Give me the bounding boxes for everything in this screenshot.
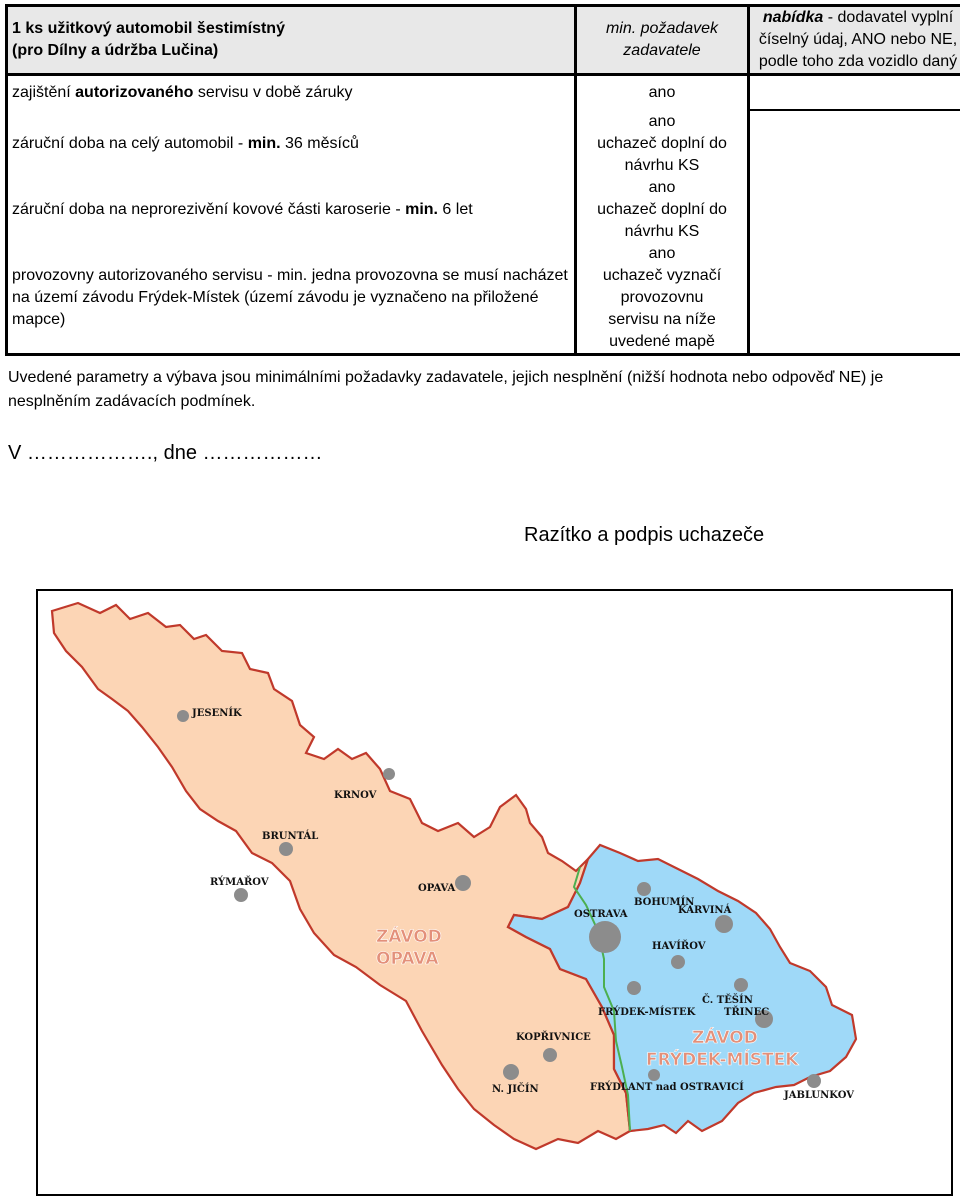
city-label-jablunkov: JABLUNKOV — [784, 1090, 855, 1101]
city-label-koprivnice: KOPŘIVNICE — [516, 1032, 591, 1043]
offer-input-cell[interactable] — [749, 75, 960, 111]
city-dot-bohumin — [637, 882, 651, 896]
city-label-trinec: TŘINEC — [724, 1007, 770, 1018]
city-label-ostrava: OSTRAVA — [574, 909, 628, 920]
min-requirement-header: min. požadavek zadavatele — [576, 6, 749, 75]
city-dot-ostrava — [589, 921, 621, 953]
city-label-krnov: KRNOV — [334, 790, 377, 801]
param-cell: provozovny autorizovaného servisu - min. jedna provozovna se musí nacházet na území závodu Frýdek-Místek (území závodu je vyznačeno na přiložené mapce) — [12, 267, 568, 328]
city-label-bohumin: BOHUMÍN — [634, 897, 695, 908]
title-line-1: 1 ks užitkový automobil šestimístný — [12, 20, 285, 37]
title-line-2: (pro Dílny a údržba Lučina) — [12, 42, 219, 59]
table-row — [7, 243, 960, 355]
city-dot-havirov — [671, 955, 685, 969]
city-dot-opava — [455, 875, 471, 891]
requirement-cell: ano — [576, 75, 749, 111]
svg-text:ZÁVOD: ZÁVOD — [692, 1028, 758, 1048]
table-row — [7, 110, 960, 177]
table-row — [7, 177, 960, 243]
city-dot-frydlant — [648, 1069, 660, 1081]
param-cell: zajištění autorizovaného servisu v době záruky — [12, 84, 353, 101]
city-dot-jesenik — [177, 710, 189, 722]
stamp-signature-label: Razítko a podpis uchazeče — [524, 524, 765, 546]
spec-table — [5, 4, 960, 356]
city-dot-jablunkov — [807, 1074, 821, 1088]
map-svg — [38, 591, 951, 1194]
city-dot-novy_jicin — [503, 1064, 519, 1080]
city-label-rymarov: RÝMAŘOV — [210, 877, 269, 888]
city-label-karvina: KARVINÁ — [678, 905, 732, 916]
requirement-cell: ano uchazeč doplní do návrhu KS — [576, 110, 749, 177]
table-row — [7, 75, 960, 111]
svg-text:FRÝDEK-MÍSTEK: FRÝDEK-MÍSTEK — [646, 1050, 799, 1070]
city-label-novy_jicin: N. JIČÍN — [492, 1084, 539, 1095]
city-label-jesenik: JESENÍK — [192, 708, 242, 719]
city-dot-krnov — [383, 768, 395, 780]
city-label-bruntal: BRUNTÁL — [262, 831, 319, 842]
city-label-cesky_tesin: Č. TĚŠÍN — [702, 995, 753, 1006]
requirement-cell: ano uchazeč vyznačí provozovnu servisu na níže uvedené mapě — [576, 243, 749, 355]
city-label-opava: OPAVA — [418, 883, 456, 894]
offer-input-cell[interactable] — [749, 177, 960, 243]
city-dot-cesky_tesin — [734, 978, 748, 992]
offer-input-cell[interactable] — [749, 243, 960, 355]
city-dot-koprivnice — [543, 1048, 557, 1062]
offer-input-cell[interactable] — [749, 110, 960, 177]
region-opava — [52, 603, 630, 1149]
offer-header: nabídka - dodavatel vyplní číselný údaj, ANO nebo NE, podle toho zda vozidlo daný — [749, 6, 960, 75]
city-dot-bruntal — [279, 842, 293, 856]
city-dot-rymarov — [234, 888, 248, 902]
city-dot-frydek_mistek — [627, 981, 641, 995]
svg-text:ZÁVOD: ZÁVOD — [376, 927, 442, 947]
table-title — [7, 6, 576, 75]
city-dot-karvina — [715, 915, 733, 933]
table-header-row — [7, 6, 960, 75]
place-date-line[interactable]: V ………………., dne ……………… — [8, 442, 323, 464]
param-cell: záruční doba na neprorezivění kovové části karoserie - min. 6 let — [12, 201, 473, 218]
city-label-havirov: HAVÍŘOV — [652, 941, 706, 952]
conditions-note: Uvedené parametry a výbava jsou minimálními požadavky zadavatele, jejich nesplnění (nižší hodnota nebo odpověď NE) je nesplněním zadávacích podmínek. — [8, 369, 884, 410]
city-label-frydlant: FRÝDLANT nad OSTRAVICÍ — [590, 1082, 744, 1093]
city-label-frydek_mistek: FRÝDEK-MÍSTEK — [598, 1007, 696, 1018]
requirement-cell: ano uchazeč doplní do návrhu KS — [576, 177, 749, 243]
svg-text:OPAVA: OPAVA — [376, 949, 439, 969]
region-map — [36, 589, 953, 1196]
param-cell: záruční doba na celý automobil - min. 36 měsíců — [12, 134, 359, 152]
